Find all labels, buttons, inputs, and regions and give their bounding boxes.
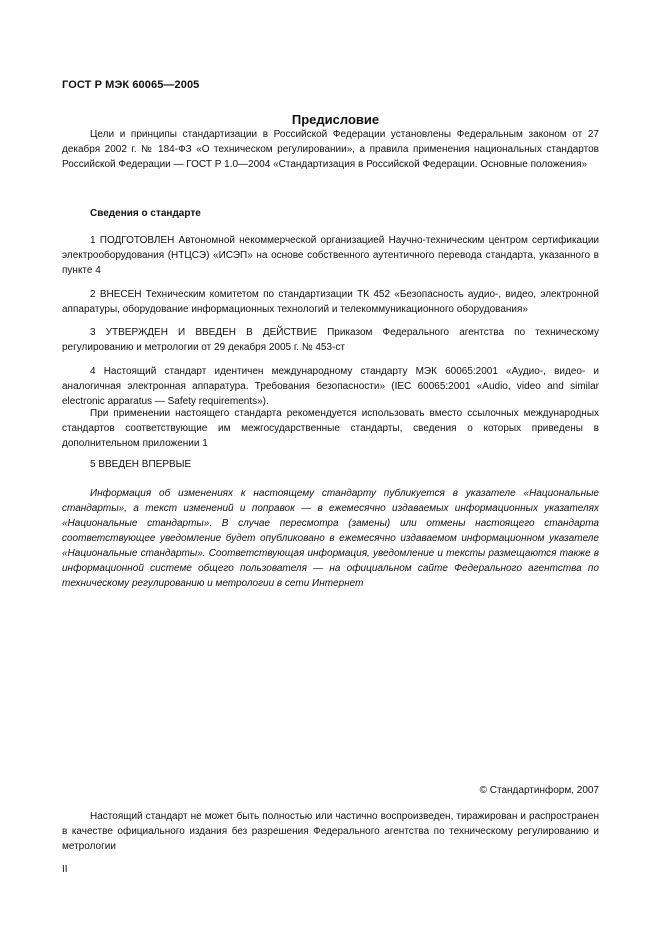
about-item-2: 2 ВНЕСЕН Техническим комитетом по стандартизации ТК 452 «Безопасность аудио-, видео, электронной аппаратуры, оборудование информационных технологий и телекоммуникационного оборудования»	[62, 289, 599, 315]
about-item-5: 5 ВВЕДЕН ВПЕРВЫЕ	[90, 459, 192, 470]
foreword-intro: Цели и принципы стандартизации в Российской Федерации установлены Федеральным законом от 27 декабря 2002 г. № 184-ФЗ «О техническом регулировании», а правила применения национальных стандартов Российской Федерации — ГОСТ Р 1.0—2004 «Стандартизация в Российской Федерации. Основные положения»	[62, 129, 599, 170]
about-item-3: 3 УТВЕРЖДЕН И ВВЕДЕН В ДЕЙСТВИЕ Приказом Федерального агентства по техническому регулированию и метрологии от 29 декабря 2005 г. № 453-ст	[62, 327, 599, 353]
info-notice: Информация об изменениях к настоящему стандарту публикуется в указателе «Национальные стандарты», а текст изменений и поправок — в ежемесячно издаваемых информационных указателях «Национальные стандарты». В случае пересмотра (замены) или отмены настоящего стандарта соответствующее уведомление будет опубликовано в ежемесячно издаваемом информационном указателе «Национальные стандарты». Соответствующая информация, уведомление и тексты размещаются также в информационной системе общего пользователя — на официальном сайте Федерального агентства по техническому регулированию и метрологии в сети Интернет	[62, 488, 599, 589]
about-standard-heading: Сведения о стандарте	[90, 208, 201, 219]
about-item-4: 4 Настоящий стандарт идентичен международному стандарту МЭК 60065:2001 «Аудио-, видео- и аналогичная электронная аппаратура. Требования безопасности» (IEC 60065:2001 «Audio, video and similar electronic apparatus — Safety requirements»).	[62, 366, 599, 407]
foreword-title: Предисловие	[291, 112, 380, 127]
copyright-notice: © Стандартинформ, 2007	[479, 785, 599, 796]
about-item-1: 1 ПОДГОТОВЛЕН Автономной некоммерческой организацией Научно-техническим центром сертификации электрооборудования (НТЦСЭ) «ИСЭП» на основе собственного аутентичного перевода стандарта, указанного в пункте 4	[62, 235, 599, 276]
about-item-4-note: При применении настоящего стандарта рекомендуется использовать вместо ссылочных международных стандартов соответствующие им межгосударственные стандарты, сведения о которых приведены в дополнительном приложении 1	[62, 408, 599, 449]
standard-code: ГОСТ Р МЭК 60065—2005	[62, 79, 200, 91]
reproduction-notice: Настоящий стандарт не может быть полностью или частично воспроизведен, тиражирован и распространен в качестве официального издания без разрешения Федерального агентства по техническому регулированию и метрологии	[62, 811, 599, 852]
page-number: II	[62, 864, 68, 875]
